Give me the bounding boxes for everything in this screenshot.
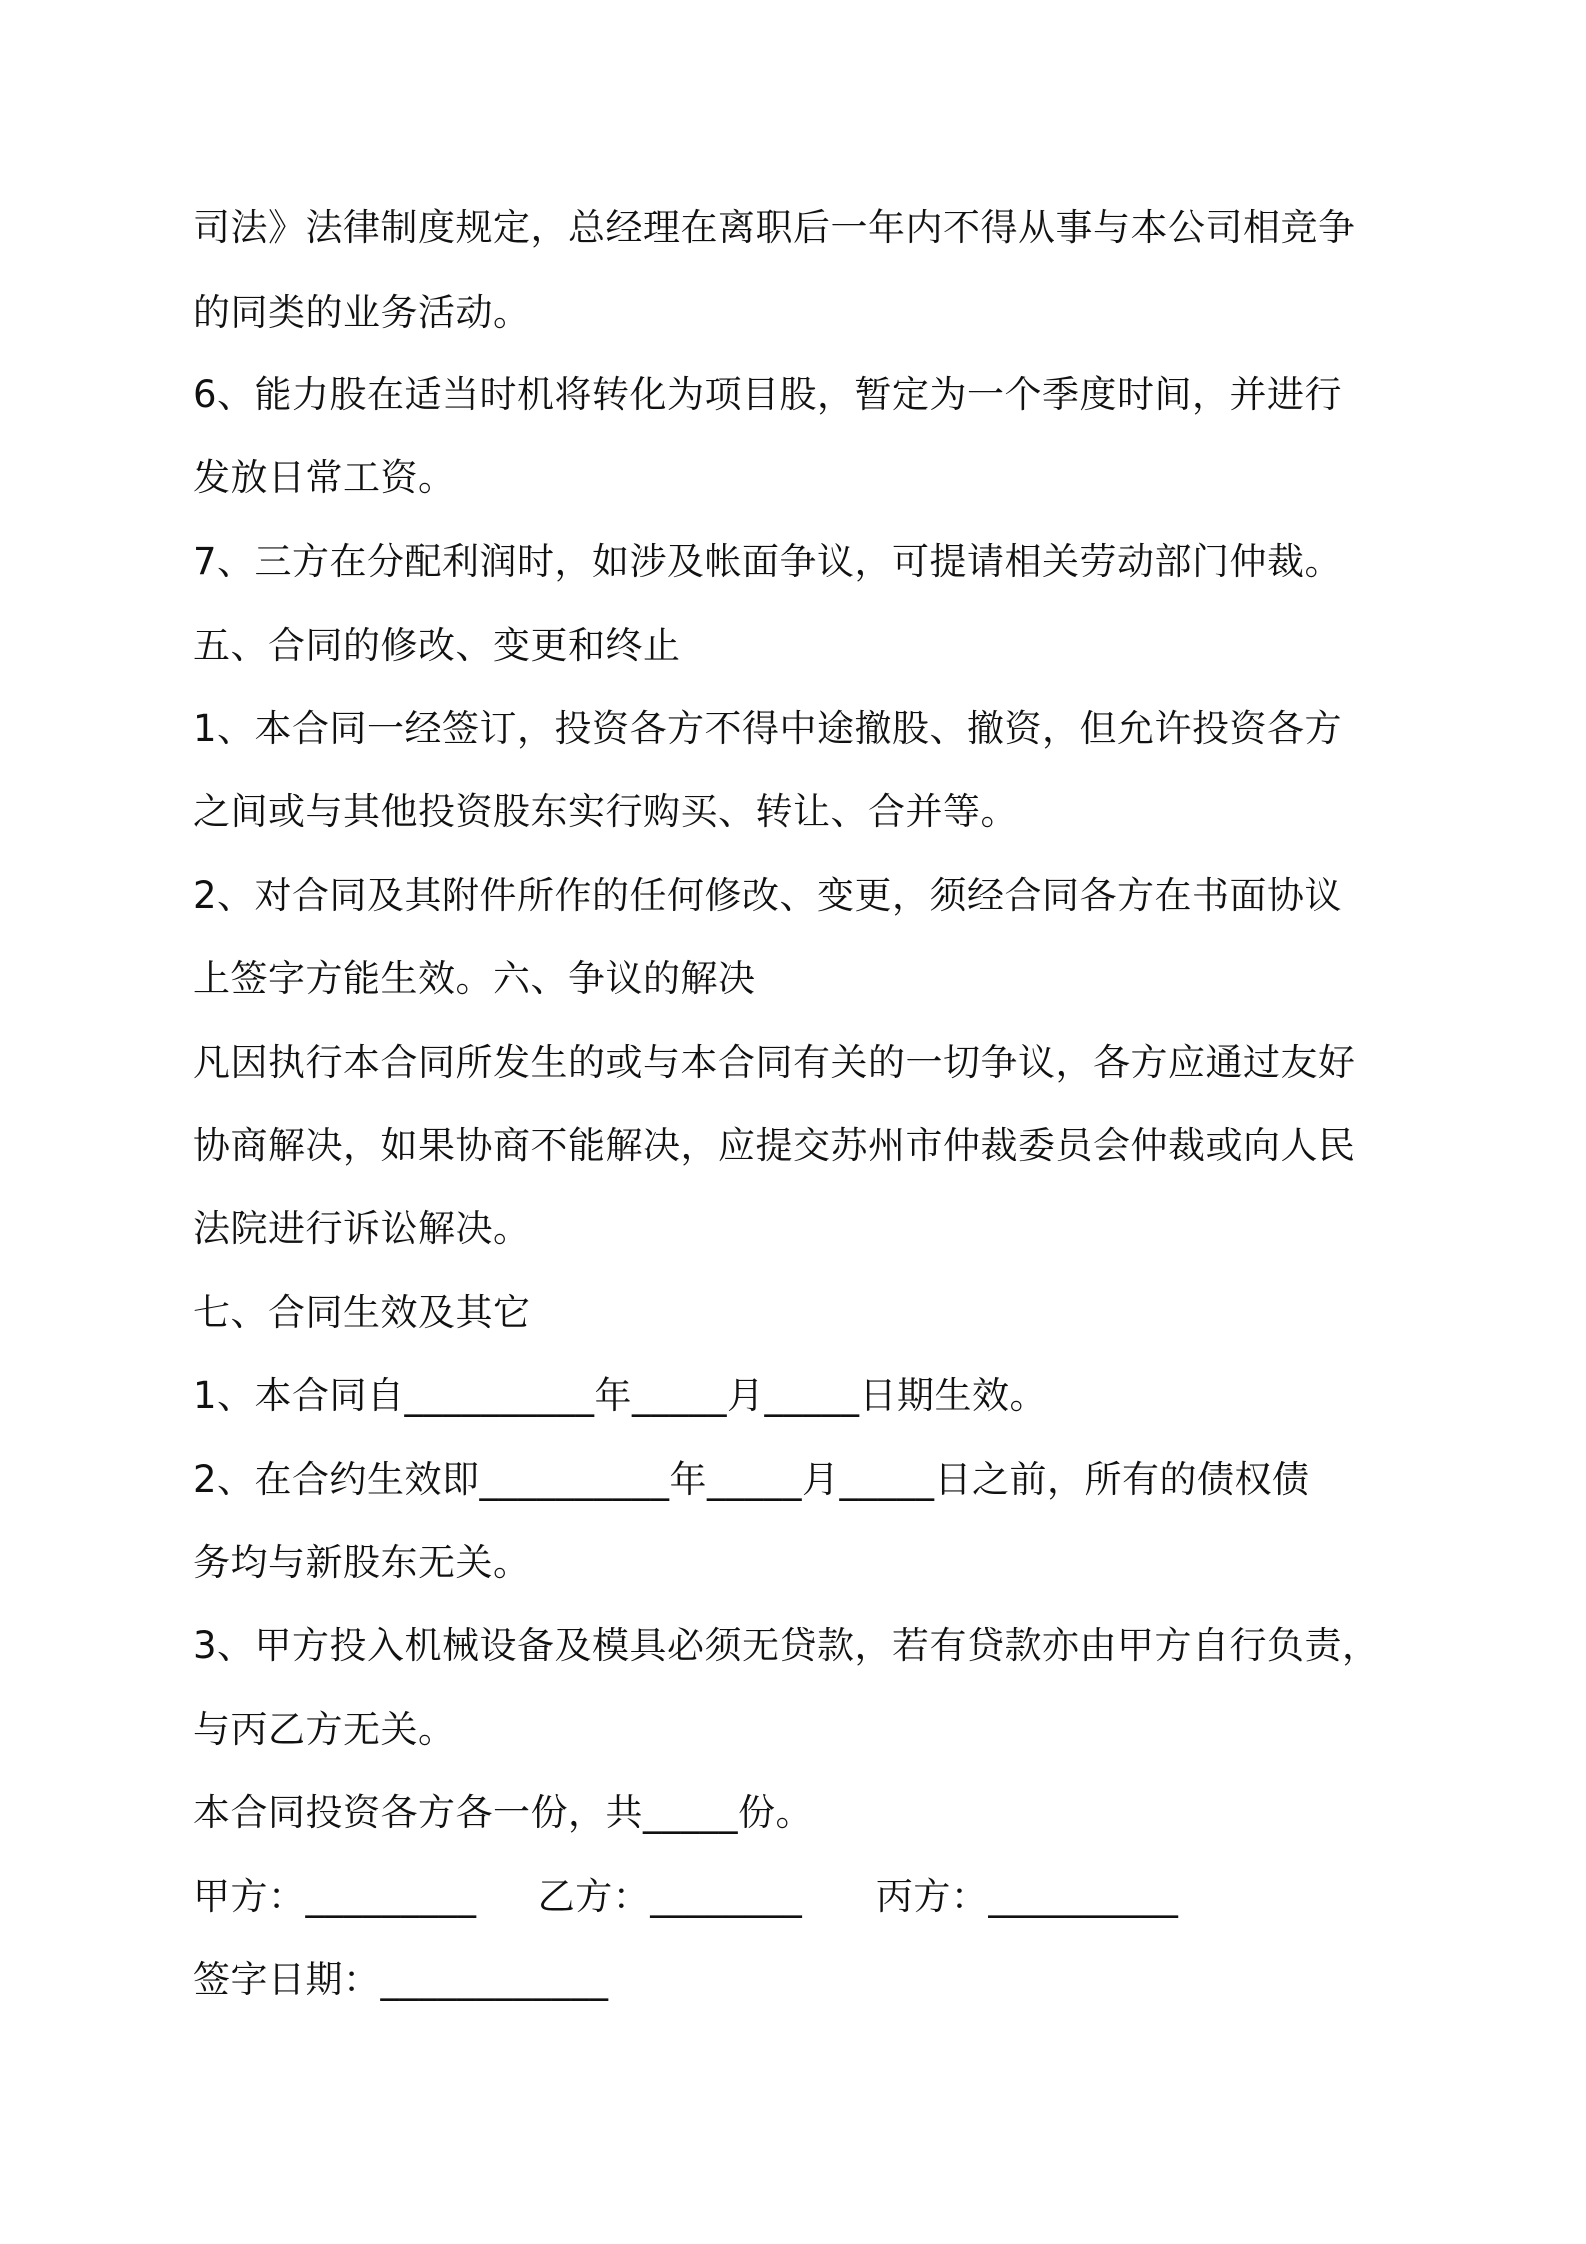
- section-heading: 七、合同生效及其它: [193, 1291, 531, 1334]
- text-line: 2、对合同及其附件所作的任何修改、变更，须经合同各方在书面协议: [193, 874, 1343, 917]
- text-line: 1、本合同一经签订，投资各方不得中途撤股、撤资，但允许投资各方: [193, 707, 1343, 750]
- text-line: 本合同投资各方各一份，共_____份。: [193, 1791, 813, 1834]
- text-line: 凡因执行本合同所发生的或与本合同有关的一切争议，各方应通过友好: [193, 1041, 1356, 1084]
- text-line: 协商解决，如果协商不能解决，应提交苏州市仲裁委员会仲裁或向人民: [193, 1124, 1356, 1167]
- text-line: 上签字方能生效。六、争议的解决: [193, 957, 756, 1000]
- signature-line: 甲方：_________ 乙方：________ 丙方：__________: [193, 1875, 1179, 1918]
- text-line: 3、甲方投入机械设备及模具必须无贷款，若有贷款亦由甲方自行负责，: [193, 1624, 1380, 1667]
- text-line: 司法》法律制度规定，总经理在离职后一年内不得从事与本公司相竞争: [193, 206, 1356, 249]
- text-line: 7、三方在分配利润时，如涉及帐面争议，可提请相关劳动部门仲裁。: [193, 540, 1343, 583]
- text-line: 与丙乙方无关。: [193, 1708, 456, 1751]
- section-heading: 五、合同的修改、变更和终止: [193, 624, 681, 667]
- text-line: 6、能力股在适当时机将转化为项目股，暂定为一个季度时间，并进行: [193, 373, 1343, 416]
- text-line: 2、在合约生效即__________年_____月_____日之前，所有的债权债: [193, 1458, 1310, 1501]
- text-line: 发放日常工资。: [193, 456, 456, 499]
- text-line: 之间或与其他投资股东实行购买、转让、合并等。: [193, 790, 1018, 833]
- text-line: 务均与新股东无关。: [193, 1541, 531, 1584]
- signature-date-line: 签字日期：____________: [193, 1958, 609, 2001]
- text-line: 1、本合同自__________年_____月_____日期生效。: [193, 1374, 1048, 1417]
- text-line: 的同类的业务活动。: [193, 291, 531, 334]
- text-line: 法院进行诉讼解决。: [193, 1207, 531, 1250]
